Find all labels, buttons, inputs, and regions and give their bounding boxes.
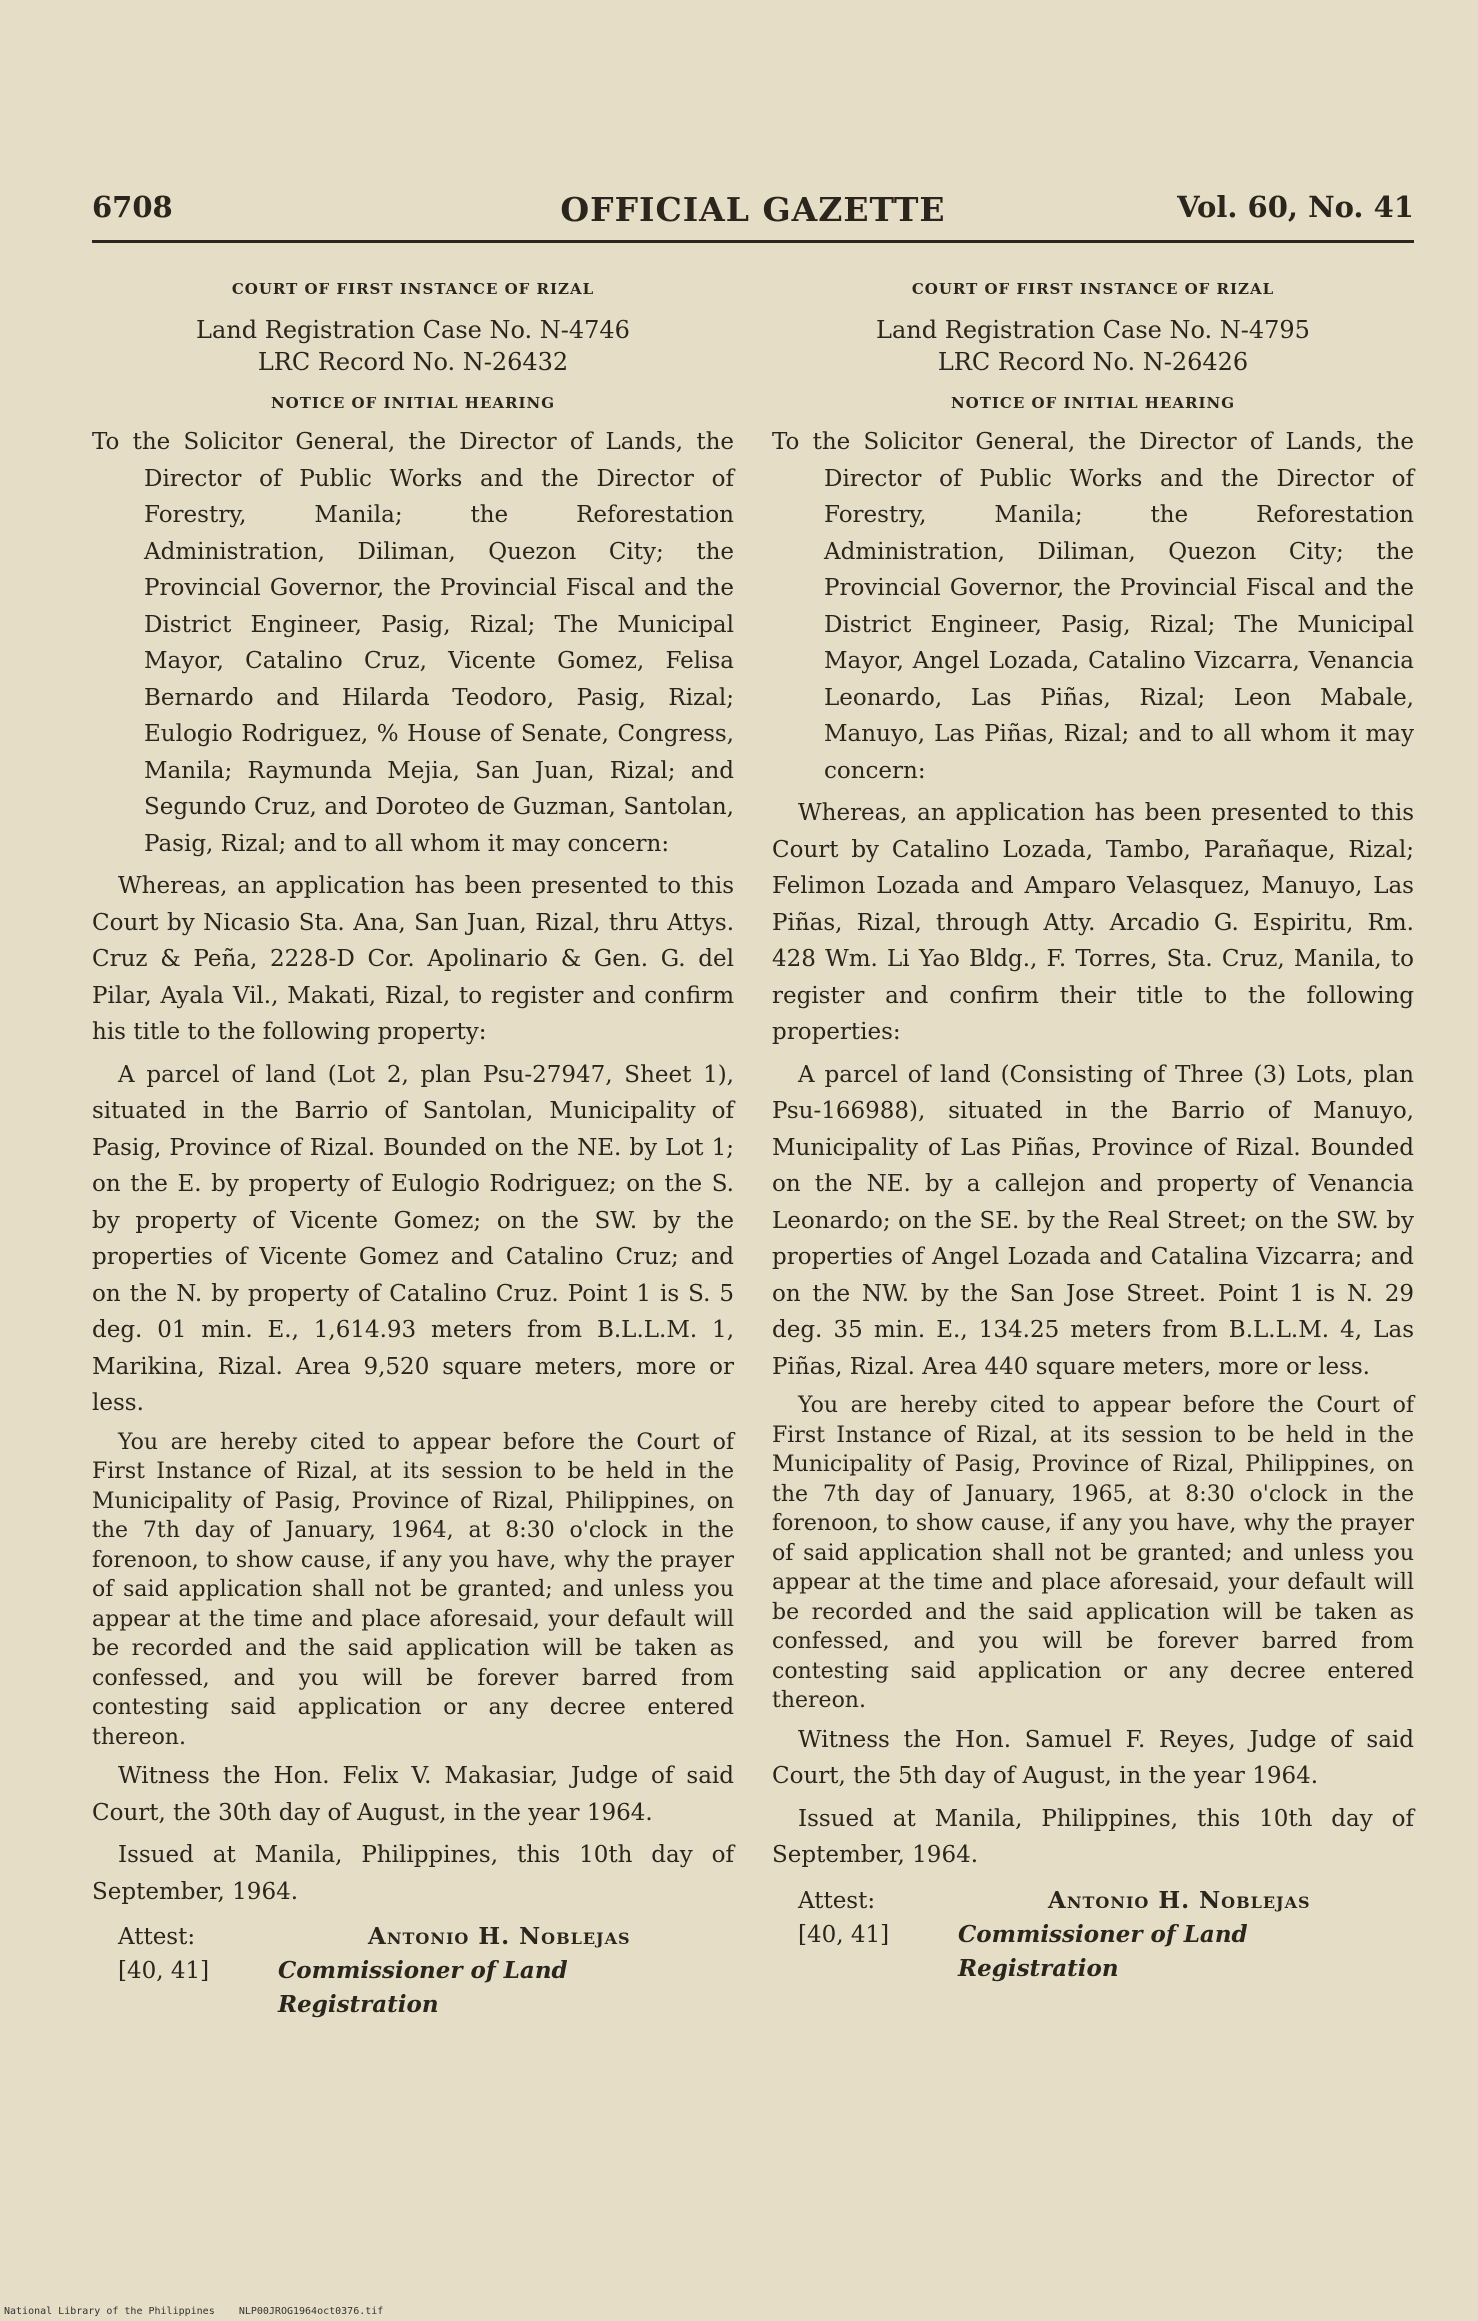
scan-filename: NLP00JROG1964oct0376.tif (238, 2306, 384, 2317)
notice-left-column (92, 278, 734, 2022)
page-number: 6708 (92, 190, 173, 224)
issued-paragraph: Issued at Manila, Philippines, this 10th day of September, 1964. (92, 1842, 734, 1905)
witness-paragraph: Witness the Hon. Felix V. Makasiar, Judge of said Court, the 30th day of August, in the year 1964. (92, 1763, 734, 1826)
notice-heading: NOTICE OF INITIAL HEARING (270, 394, 556, 412)
witness-paragraph: Witness the Hon. Samuel F. Reyes, Judge of said Court, the 5th day of August, in the year 1964. (772, 1726, 1414, 1789)
court-heading: COURT OF FIRST INSTANCE OF RIZAL (231, 280, 595, 298)
attest-label: Attest: (798, 1887, 876, 1914)
whereas-paragraph: Whereas, an application has been presented to this Court by Nicasio Sta. Ana, San Juan, Rizal, thru Attys. Cruz & Peña, 2228-D Cor. Apolinario & Gen. G. del Pilar, Ayala Vil., Makati, Rizal, to register and confirm his title to the following property: (92, 873, 734, 1045)
attest-label: Attest: (118, 1924, 196, 1950)
issue-reference: [40, 41] (798, 1921, 890, 1948)
signatory-name: Antonio H. Noblejas (1048, 1886, 1311, 1914)
case-number: Land Registration Case No. N-4795 (876, 316, 1310, 344)
scan-footer (4, 2306, 383, 2317)
citation-paragraph: You are hereby cited to appear before the Court of First Instance of Rizal, at its session to be held in the Municipality of Pasig, Province of Rizal, Philippines, on the 7th day of January, 1964, at 8:30 o'clock in the forenoon, to show cause, if any you have, why the prayer of said application shall not be granted; and unless you appear at the time and place aforesaid, your default will be recorded and the said application will be taken as confessed, and you will be forever barred from contesting said application or any decree entered thereon. (92, 1429, 734, 1750)
notice-right-column (772, 278, 1414, 1986)
attestation (772, 1884, 1414, 1986)
notice-heading: NOTICE OF INITIAL HEARING (950, 394, 1236, 412)
record-number: LRC Record No. N-26432 (257, 348, 569, 376)
whereas-paragraph: Whereas, an application has been presented to this Court by Catalino Lozada, Tambo, Parañaque, Rizal; Felimon Lozada and Amparo Velasquez, Manuyo, Las Piñas, Rizal, through Atty. Arcadio G. Espiritu, Rm. 428 Wm. Li Yao Bldg., F. Torres, Sta. Cruz, Manila, to register and confirm their title to the following properties: (772, 800, 1414, 1045)
issue-reference: [40, 41] (118, 1958, 210, 1984)
record-number: LRC Record No. N-26426 (937, 348, 1249, 376)
case-number: Land Registration Case No. N-4746 (196, 316, 630, 344)
publication-title: OFFICIAL GAZETTE (560, 190, 946, 229)
addressees: To the Solicitor General, the Director of Lands, the Director of Public Works and the Director of Forestry, Manila; the Reforestation Administration, Diliman, Quezon City; the Provincial Governor, the Provincial Fiscal and the District Engineer, Pasig, Rizal; The Municipal Mayor, Catalino Cruz, Vicente Gomez, Felisa Bernardo and Hilarda Teodoro, Pasig, Rizal; Eulogio Rodriguez, % House of Senate, Congress, Manila; Raymunda Mejia, San Juan, Rizal; and Segundo Cruz, and Doroteo de Guzman, Santolan, Pasig, Rizal; and to all whom it may concern: (92, 429, 734, 857)
library-credit: National Library of the Philippines (4, 2306, 215, 2317)
signatory-title: Commissioner of Land Registration (958, 1920, 1248, 1982)
volume-number: Vol. 60, No. 41 (1177, 190, 1414, 224)
parcel-description: A parcel of land (Lot 2, plan Psu-27947, Sheet 1), situated in the Barrio of Santolan, Municipality of Pasig, Province of Rizal. Bounded on the NE. by Lot 1; on the E. by property of Eulogio Rodriguez; on the S. by property of Vicente Gomez; on the SW. by the properties of Vicente Gomez and Catalino Cruz; and on the N. by property of Catalino Cruz. Point 1 is S. 5 deg. 01 min. E., 1,614.93 meters from B.L.L.M. 1, Marikina, Rizal. Area 9,520 square meters, more or less. (92, 1061, 734, 1416)
signatory-name: Antonio H. Noblejas (368, 1923, 631, 1950)
issued-paragraph: Issued at Manila, Philippines, this 10th day of September, 1964. (772, 1805, 1414, 1868)
addressees: To the Solicitor General, the Director of Lands, the Director of Public Works and the Director of Forestry, Manila; the Reforestation Administration, Diliman, Quezon City; the Provincial Governor, the Provincial Fiscal and the District Engineer, Pasig, Rizal; The Municipal Mayor, Angel Lozada, Catalino Vizcarra, Venancia Leonardo, Las Piñas, Rizal; Leon Mabale, Manuyo, Las Piñas, Rizal; and to all whom it may concern: (772, 429, 1414, 784)
header-rule (92, 240, 1414, 243)
page-header (92, 190, 1414, 230)
signatory-title: Commissioner of Land Registration (278, 1957, 568, 2018)
court-heading: COURT OF FIRST INSTANCE OF RIZAL (911, 280, 1275, 298)
citation-paragraph: You are hereby cited to appear before the Court of First Instance of Rizal, at its session to be held in the Municipality of Pasig, Province of Rizal, Philippines, on the 7th day of January, 1965, at 8:30 o'clock in the forenoon, to show cause, if any you have, why the prayer of said application shall not be granted; and unless you appear at the time and place aforesaid, your default will be recorded and the said application will be taken as confessed, and you will be forever barred from contesting said application or any decree entered thereon. (772, 1393, 1414, 1713)
parcel-description: A parcel of land (Consisting of Three (3) Lots, plan Psu-166988), situated in the Barrio of Manuyo, Municipality of Las Piñas, Province of Rizal. Bounded on the NE. by a callejon and property of Venancia Leonardo; on the SE. by the Real Street; on the SW. by properties of Angel Lozada and Catalina Vizcarra; and on the NW. by the San Jose Street. Point 1 is N. 29 deg. 35 min. E., 134.25 meters from B.L.L.M. 4, Las Piñas, Rizal. Area 440 square meters, more or less. (772, 1061, 1414, 1380)
attestation (92, 1920, 734, 2022)
